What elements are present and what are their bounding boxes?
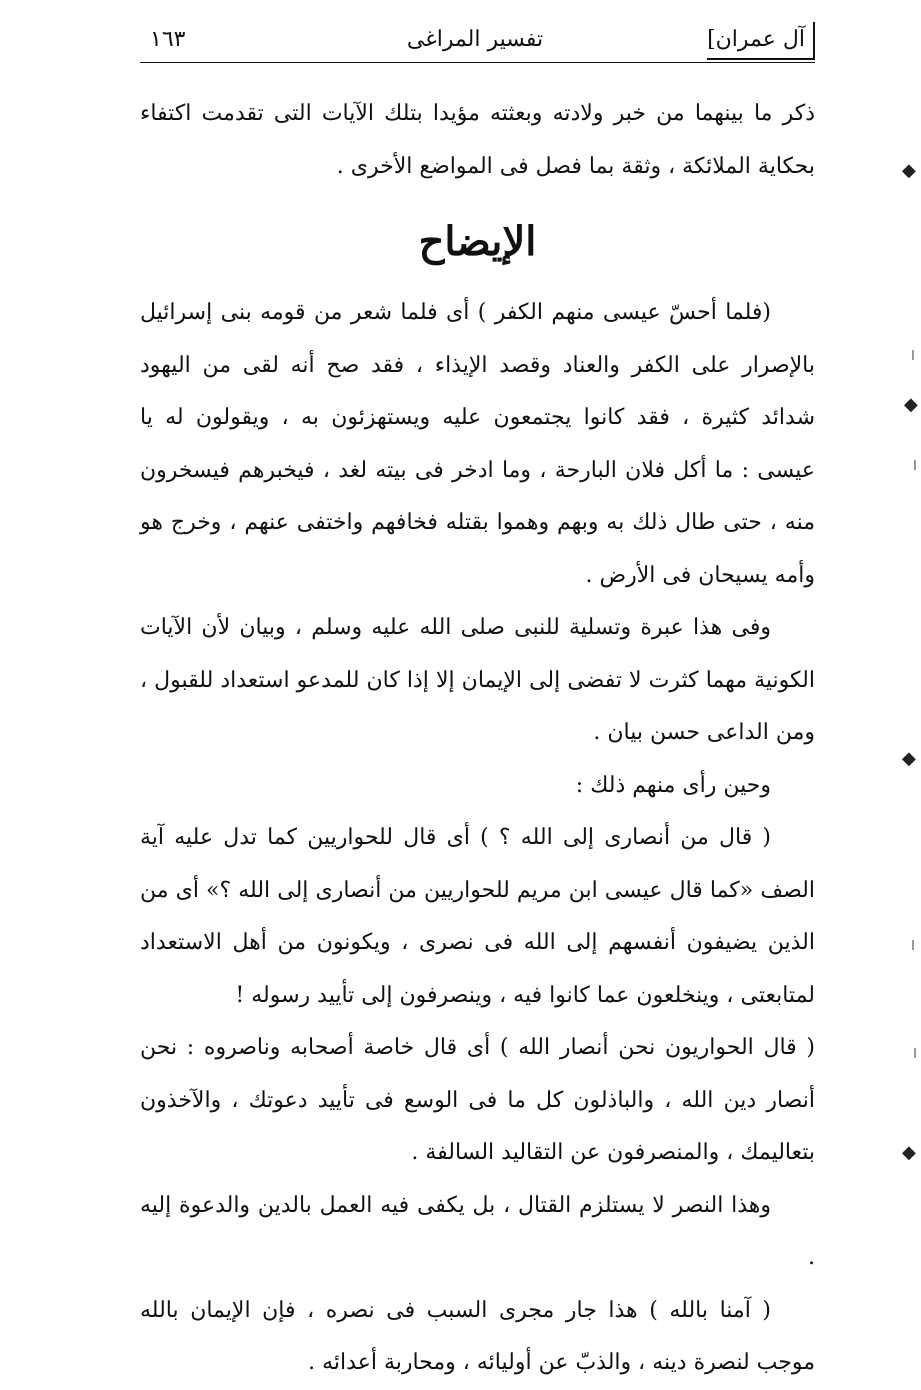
commentary-paragraph-2: وفى هذا عبرة وتسلية للنبى صلى الله عليه وسلم ، وبيان لأن الآيات الكونية مهما كثرت لا تفضى إلى الإيمان إلا إذا كان للمدعو استعداد للقبول ، ومن الداعى حسن بيان . xyxy=(140,615,815,745)
margin-speck xyxy=(912,350,914,360)
commentary-paragraph-5: ( قال الحواريون نحن أنصار الله ) أى قال خاصة أصحابه وناصروه : نحن أنصار دين الله ، والباذلون كل ما فى الوسع فى تأييد دعوتك ، والآخذون بتعاليمك ، والمنصرفون عن التقاليد السالفة . xyxy=(140,1035,815,1165)
section-heading: الإيضاح xyxy=(418,218,537,265)
margin-ink-mark: ◆ xyxy=(902,160,916,181)
commentary-paragraph-3: وحين رأى منهم ذلك : xyxy=(575,772,771,798)
surah-running-head: آل عمران] xyxy=(707,22,815,60)
commentary-paragraph-7: ( آمنا بالله ) هذا جار مجرى السبب فى نصره ، فإن الإيمان بالله موجب لنصرة دينه ، والذبّ عن أوليائه ، ومحاربة أعدائه . xyxy=(140,1297,815,1375)
intro-paragraph: ذكر ما بينهما من خبر ولادته وبعثته مؤيدا بتلك الآيات التى تقدمت اكتفاء بحكاية الملائكة ، وثقة بما فصل فى المواضع الأخرى . xyxy=(140,101,815,179)
margin-ink-mark: ◆ xyxy=(904,394,918,415)
margin-speck xyxy=(912,940,914,950)
header-rule xyxy=(140,62,815,63)
page-body xyxy=(140,88,815,1390)
margin-speck xyxy=(914,1048,916,1058)
commentary-paragraph-4: ( قال من أنصارى إلى الله ؟ ) أى قال للحواريين كما تدل عليه آية الصف «كما قال عيسى ابن مريم للحواريين من أنصارى إلى الله ؟» أى من الذين يضيفون أنفسهم إلى الله فى نصرى ، ويكونون من أهل الاستعداد لمتابعتى ، وينخلعون عما كانوا فيه ، وينصرفون إلى تأييد رسوله ! xyxy=(140,825,815,1008)
margin-ink-mark: ◆ xyxy=(902,1142,916,1163)
page-number: ١٦٣ xyxy=(150,27,186,52)
page-header xyxy=(140,18,815,62)
book-title-running-head: تفسير المراغى xyxy=(406,27,544,52)
commentary-paragraph-1: (فلما أحسّ عيسى منهم الكفر ) أى فلما شعر من قومه بنى إسرائيل بالإصرار على الكفر والعناد وقصد الإيذاء ، فقد صح أنه لقى من اليهود شدائد كثيرة ، فقد كانوا يجتمعون عليه ويستهزئون به ، ويقولون له يا عيسى : ما أكل فلان البارحة ، وما ادخر فى بيته لغد ، فيخبرهم فيسخرون منه ، حتى طال ذلك به وبهم وهموا بقتله فخافهم واختفى عنهم ، وخرج هو وأمه يسيحان فى الأرض . xyxy=(140,300,816,588)
commentary-paragraph-6: وهذا النصر لا يستلزم القتال ، بل يكفى فيه العمل بالدين والدعوة إليه . xyxy=(140,1192,815,1270)
margin-ink-mark: ◆ xyxy=(902,748,916,769)
margin-speck xyxy=(914,460,916,470)
